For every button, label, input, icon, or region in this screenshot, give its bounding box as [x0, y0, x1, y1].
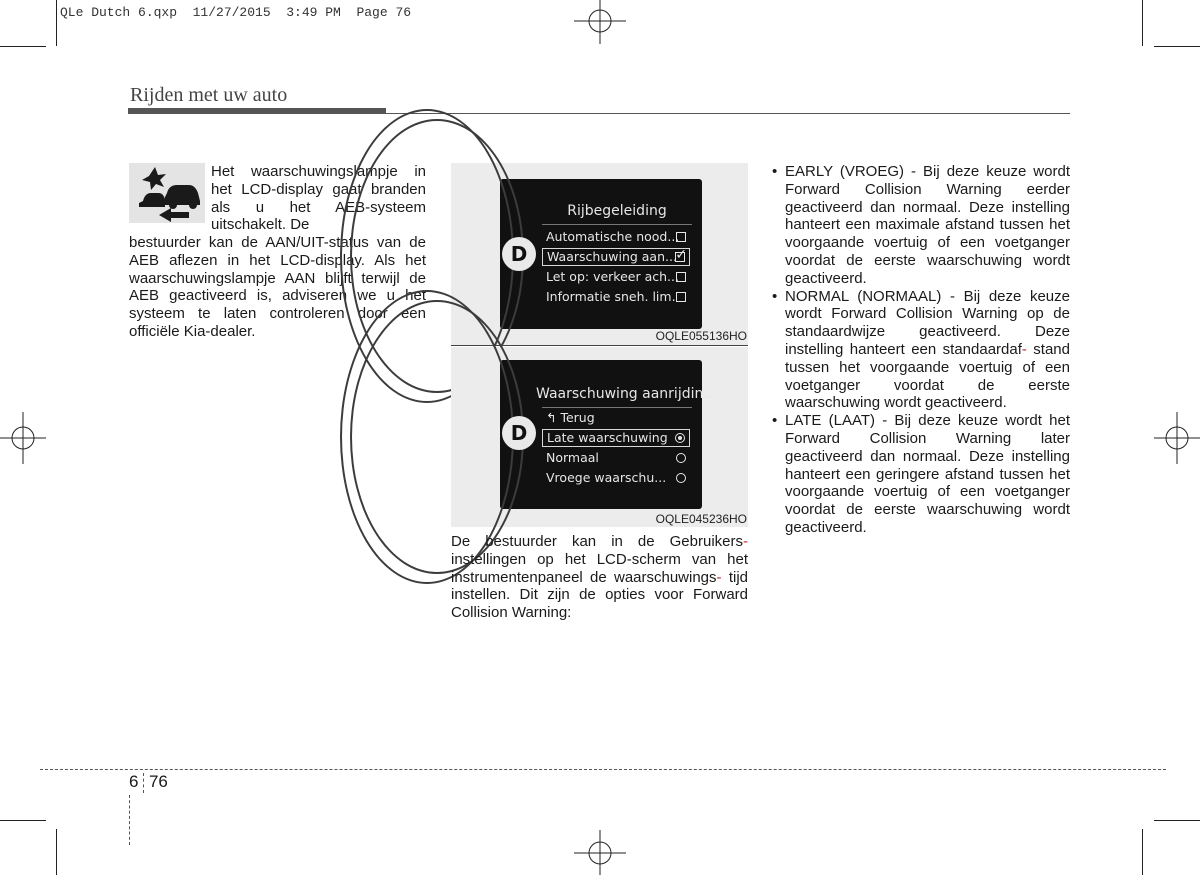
lcd-screen	[500, 179, 702, 329]
lcd-menu-item: Informatie sneh. lim.	[542, 288, 690, 306]
intro-paragraph-top: Het waarschuwingslampje in het LCD-display gaat branden als u het AEB-systeem uitschakelt. De	[211, 163, 426, 234]
checkmark-icon: ✓	[675, 247, 687, 263]
lcd-menu-item-selected: Waarschuwing aan... ✓	[542, 248, 690, 266]
option-early: • EARLY (VROEG) - Bij deze keuze wordt Forward Collision Warning eerder geactiveerd dan normaal. Deze instelling hanteert een maximale afstand tussen het voorgaande voertuig of een voetganger voordat de eerste waarschuwing wordt geactiveerd.	[772, 163, 1070, 288]
radio-icon	[676, 473, 686, 483]
section-title: Rijden met uw auto	[130, 84, 288, 106]
footer-rule	[40, 769, 1166, 770]
figure-driver-assist	[451, 163, 748, 345]
option-normal: • NORMAL (NORMAAL) - Bij deze keuze wordt Forward Collision Warning op de standaardwijze geactiveerd. Deze instelling hanteert een standaardaf- stand tussen het voorgaande voertuig of een voetganger voordat de eerste waarschuwing wordt geactiveerd.	[772, 288, 1070, 413]
registration-mark-top	[570, 0, 630, 46]
settings-paragraph: De bestuurder kan in de Gebruikers- instellingen op het LCD-scherm van het instrumentenpaneel de waarschuwings- tijd instellen. Dit zijn de opties voor Forward Collision Warning:	[451, 533, 748, 622]
lcd-menu-item: Vroege waarschu...	[542, 469, 690, 487]
radio-icon	[676, 453, 686, 463]
lcd-menu-item: Let op: verkeer ach...	[542, 268, 690, 286]
header-rule-thin	[386, 113, 1070, 114]
aeb-warning-icon	[129, 163, 205, 223]
registration-mark-right	[1154, 410, 1200, 466]
option-late: • LATE (LAAT) - Bij deze keuze wordt het Forward Collision Warning later geactiveerd dan normaal. Deze instelling hanteert een geringere afstand tussen het voorgaande voertuig of een voetganger voordat de eerste waarschuwing wordt geactiveerd.	[772, 412, 1070, 537]
figure-code: OQLE045236HO	[655, 512, 747, 526]
lcd-menu-title: Rijbegeleiding	[567, 203, 667, 219]
lcd-screen	[500, 360, 717, 509]
intro-paragraph-rest: bestuurder kan de AAN/UIT-status van de AEB aflezen in het LCD-display. Als het waarschuwingslampje AAN blijft terwijl de AEB geactiveerd is, adviseren we u het systeem te laten controleren door een officiële Kia-dealer.	[129, 234, 426, 340]
page-number: 6 76	[129, 772, 168, 791]
lcd-back-item: ↰ Terug	[546, 410, 595, 425]
figure-code: OQLE055136HO	[655, 329, 747, 343]
checkbox-icon	[676, 292, 686, 302]
figure-collision-warning-timing	[451, 347, 748, 527]
drive-mode-badge: D	[502, 237, 536, 271]
warning-timing-options	[772, 163, 1070, 537]
lcd-menu-item: Normaal	[542, 449, 690, 467]
radio-selected-icon	[675, 433, 685, 443]
registration-mark-left	[0, 410, 46, 466]
drive-mode-badge: D	[502, 416, 536, 450]
registration-mark-bottom	[570, 830, 630, 875]
header-rule-thick	[128, 108, 386, 114]
lcd-menu-title: Waarschuwing aanrijdin...	[536, 386, 717, 402]
lcd-menu-item: Automatische nood...	[542, 228, 690, 246]
checkbox-icon	[676, 232, 686, 242]
page-number-divider	[129, 795, 130, 845]
lcd-menu-item-selected: Late waarschuwing	[542, 429, 690, 447]
print-slug: QLe Dutch 6.qxp 11/27/2015 3:49 PM Page 76	[60, 5, 412, 20]
checkbox-icon	[676, 272, 686, 282]
